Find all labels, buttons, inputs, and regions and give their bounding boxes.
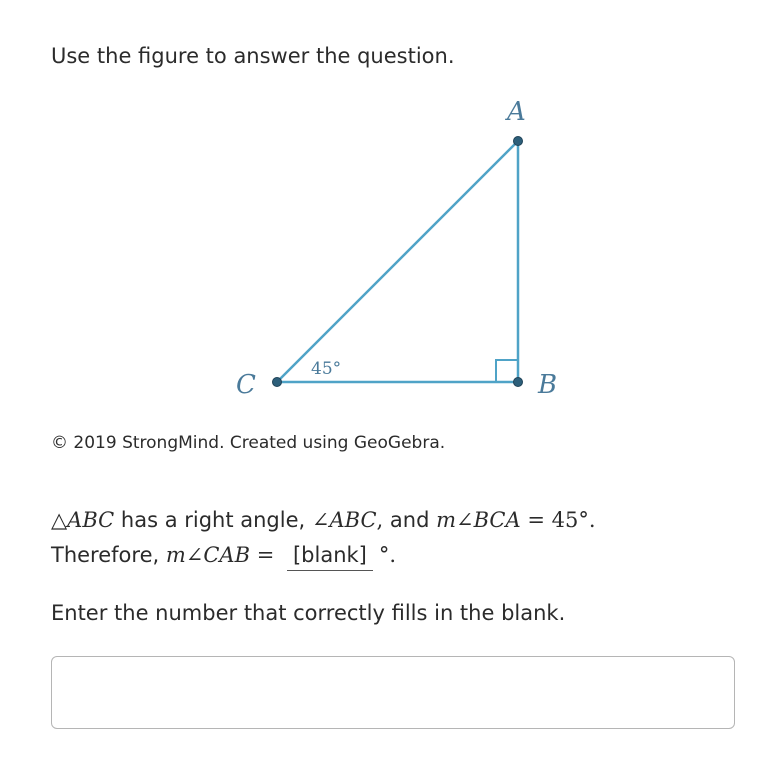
therefore-line — [51, 543, 396, 571]
answer-input[interactable] — [51, 656, 735, 729]
text-and: and — [383, 508, 437, 532]
degree-suffix-2: °. — [378, 543, 397, 567]
given-value: 45 — [551, 508, 579, 532]
angle-name: ABC — [329, 508, 377, 532]
measure-bca: m∠BCA — [436, 508, 521, 532]
blank-field[interactable]: [blank] — [287, 543, 373, 571]
measure-cab: m∠CAB — [165, 543, 251, 567]
text-right-angle: has a right angle, — [114, 508, 312, 532]
degree-suffix: °. — [578, 508, 596, 532]
comma: , — [376, 508, 384, 532]
text-therefore: Therefore, — [51, 543, 166, 567]
vertex-b-label: B — [538, 370, 558, 400]
vertex-c-label: C — [236, 370, 256, 400]
statement-line — [51, 508, 596, 532]
instruction-text: Use the figure to answer the question. — [51, 44, 455, 68]
point-a — [514, 137, 523, 146]
angle-c-label: 45° — [311, 359, 342, 379]
equals-sign-2: = — [250, 543, 281, 567]
prompt-text: Enter the number that correctly fills in the blank. — [51, 601, 566, 625]
point-c — [273, 378, 282, 387]
side-ca — [277, 141, 518, 382]
copyright-text: © 2019 StrongMind. Created using GeoGebra. — [51, 433, 446, 453]
angle-symbol: ∠ — [311, 508, 330, 532]
equals-sign: = — [520, 508, 552, 532]
triangle-name: ABC — [67, 508, 115, 532]
vertex-a-label: A — [507, 97, 526, 127]
triangle-symbol: △ — [51, 508, 68, 532]
point-b — [514, 378, 523, 387]
